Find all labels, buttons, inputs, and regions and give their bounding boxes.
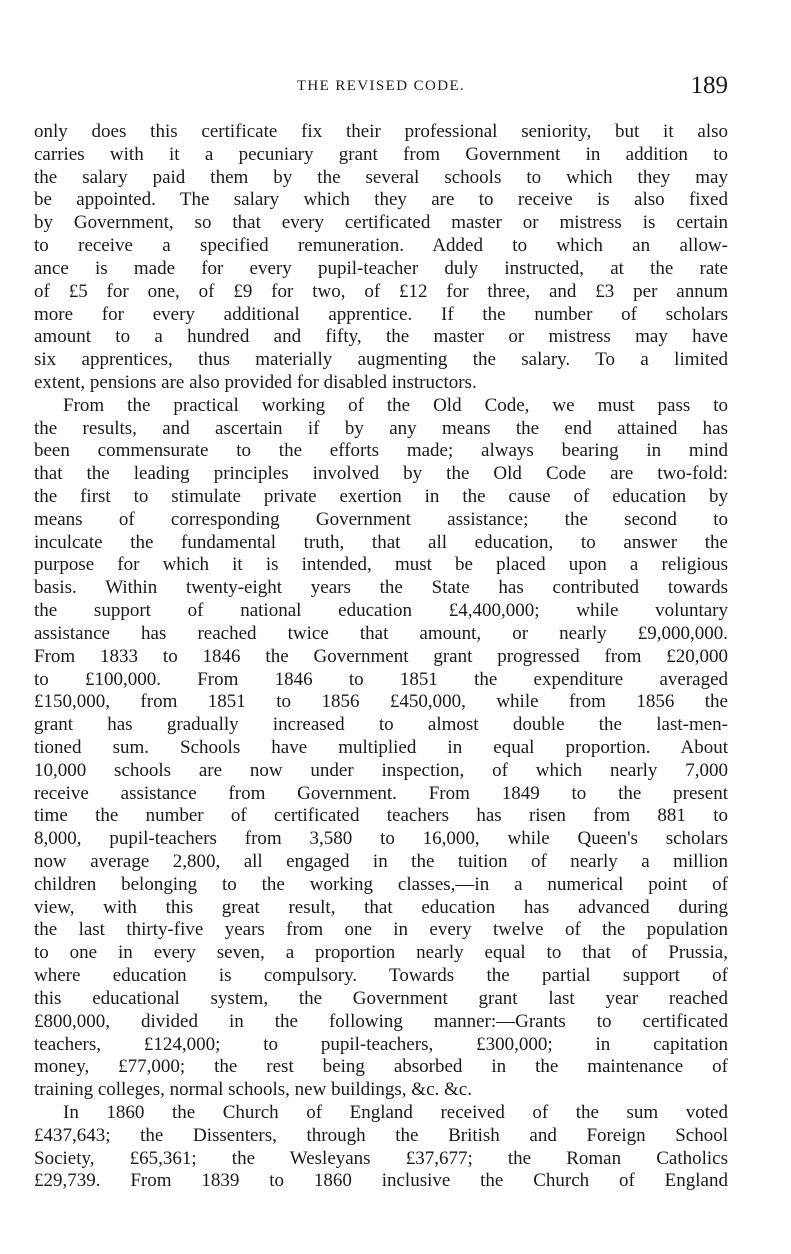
text-line: money, £77,000; the rest being absorbed in the maintenance of <box>34 1056 728 1078</box>
text-line: of £5 for one, of £9 for two, of £12 for three, and £3 per annum <box>34 280 728 302</box>
text-line: the results, and ascertain if by any means the end attained has <box>34 417 728 439</box>
text-line: £150,000, from 1851 to 1856 £450,000, while from 1856 the <box>34 691 728 713</box>
text-line: to one in every seven, a proportion nearly equal to that of Prussia, <box>34 942 728 964</box>
text-line: ance is made for every pupil-teacher duly instructed, at the rate <box>34 257 728 279</box>
text-line: inculcate the fundamental truth, that all education, to answer the <box>34 531 728 553</box>
text-line: From the practical working of the Old Code, we must pass to <box>63 394 728 416</box>
text-line: more for every additional apprentice. If the number of scholars <box>34 303 728 325</box>
text-line: the first to stimulate private exertion in the cause of education by <box>34 486 728 507</box>
text-line: 8,000, pupil-teachers from 3,580 to 16,000, while Queen's scholars <box>34 828 728 850</box>
text-line: been commensurate to the efforts made; always bearing in mind <box>34 440 728 462</box>
text-line: this educational system, the Government grant last year reached <box>34 987 728 1009</box>
text-line: extent, pensions are also provided for disabled instructors. <box>34 371 477 393</box>
text-line: be appointed. The salary which they are to receive is also fixed <box>34 189 728 211</box>
text-line: grant has gradually increased to almost double the last-men- <box>34 714 728 736</box>
text-line: that the leading principles involved by the Old Code are two-fold: <box>34 463 728 485</box>
text-line: £437,643; the Dissenters, through the British and Foreign School <box>34 1124 728 1146</box>
text-line: the salary paid them by the several schools to which they may <box>34 166 728 188</box>
text-line: children belonging to the working classes,—in a numerical point of <box>34 873 728 895</box>
text-line: carries with it a pecuniary grant from Government in addition to <box>34 143 728 165</box>
text-line: where education is compulsory. Towards the partial support of <box>34 965 728 987</box>
text-line: time the number of certificated teachers has risen from 881 to <box>34 805 728 827</box>
text-line: to receive a specified remuneration. Added to which an allow- <box>34 235 728 257</box>
text-line: assistance has reached twice that amount, or nearly £9,000,000. <box>34 622 728 644</box>
text-line: now average 2,800, all engaged in the tuition of nearly a million <box>34 851 728 872</box>
text-line: the support of national education £4,400,000; while voluntary <box>34 600 728 622</box>
text-line: 10,000 schools are now under inspection, of which nearly 7,000 <box>34 759 728 781</box>
text-line: In 1860 the Church of England received of the sum voted <box>63 1101 728 1123</box>
text-line: basis. Within twenty-eight years the State has contributed towards <box>34 577 728 599</box>
text-line: six apprentices, thus materially augmenting the salary. To a limited <box>34 349 728 371</box>
page-number: 189 <box>690 72 728 99</box>
text-line: means of corresponding Government assistance; the second to <box>34 508 728 530</box>
text-line: purpose for which it is intended, must be placed upon a religious <box>34 554 728 576</box>
text-line: Society, £65,361; the Wesleyans £37,677; the Roman Catholics <box>34 1147 728 1169</box>
text-line: by Government, so that every certificated master or mistress is certain <box>34 212 728 234</box>
text-line: teachers, £124,000; to pupil-teachers, £300,000; in capitation <box>34 1033 728 1055</box>
text-line: £29,739. From 1839 to 1860 inclusive the Church of England <box>34 1170 728 1192</box>
text-line: view, with this great result, that education has advanced during <box>34 896 728 918</box>
body-text <box>34 121 728 1193</box>
text-line: receive assistance from Government. From 1849 to the present <box>34 782 728 804</box>
text-line: to £100,000. From 1846 to 1851 the expenditure averaged <box>34 668 728 690</box>
running-title: THE REVISED CODE. <box>296 78 466 94</box>
text-line: training colleges, normal schools, new buildings, &c. &c. <box>34 1079 472 1101</box>
text-line: only does this certificate fix their professional seniority, but it also <box>34 121 728 142</box>
text-line: £800,000, divided in the following manner:—Grants to certificated <box>34 1010 728 1032</box>
text-line: amount to a hundred and fifty, the master or mistress may have <box>34 326 728 348</box>
text-line: the last thirty-five years from one in every twelve of the population <box>34 919 728 941</box>
page-header <box>34 72 728 102</box>
text-line: From 1833 to 1846 the Government grant progressed from £20,000 <box>34 645 728 667</box>
text-line: tioned sum. Schools have multiplied in equal proportion. About <box>34 736 728 758</box>
